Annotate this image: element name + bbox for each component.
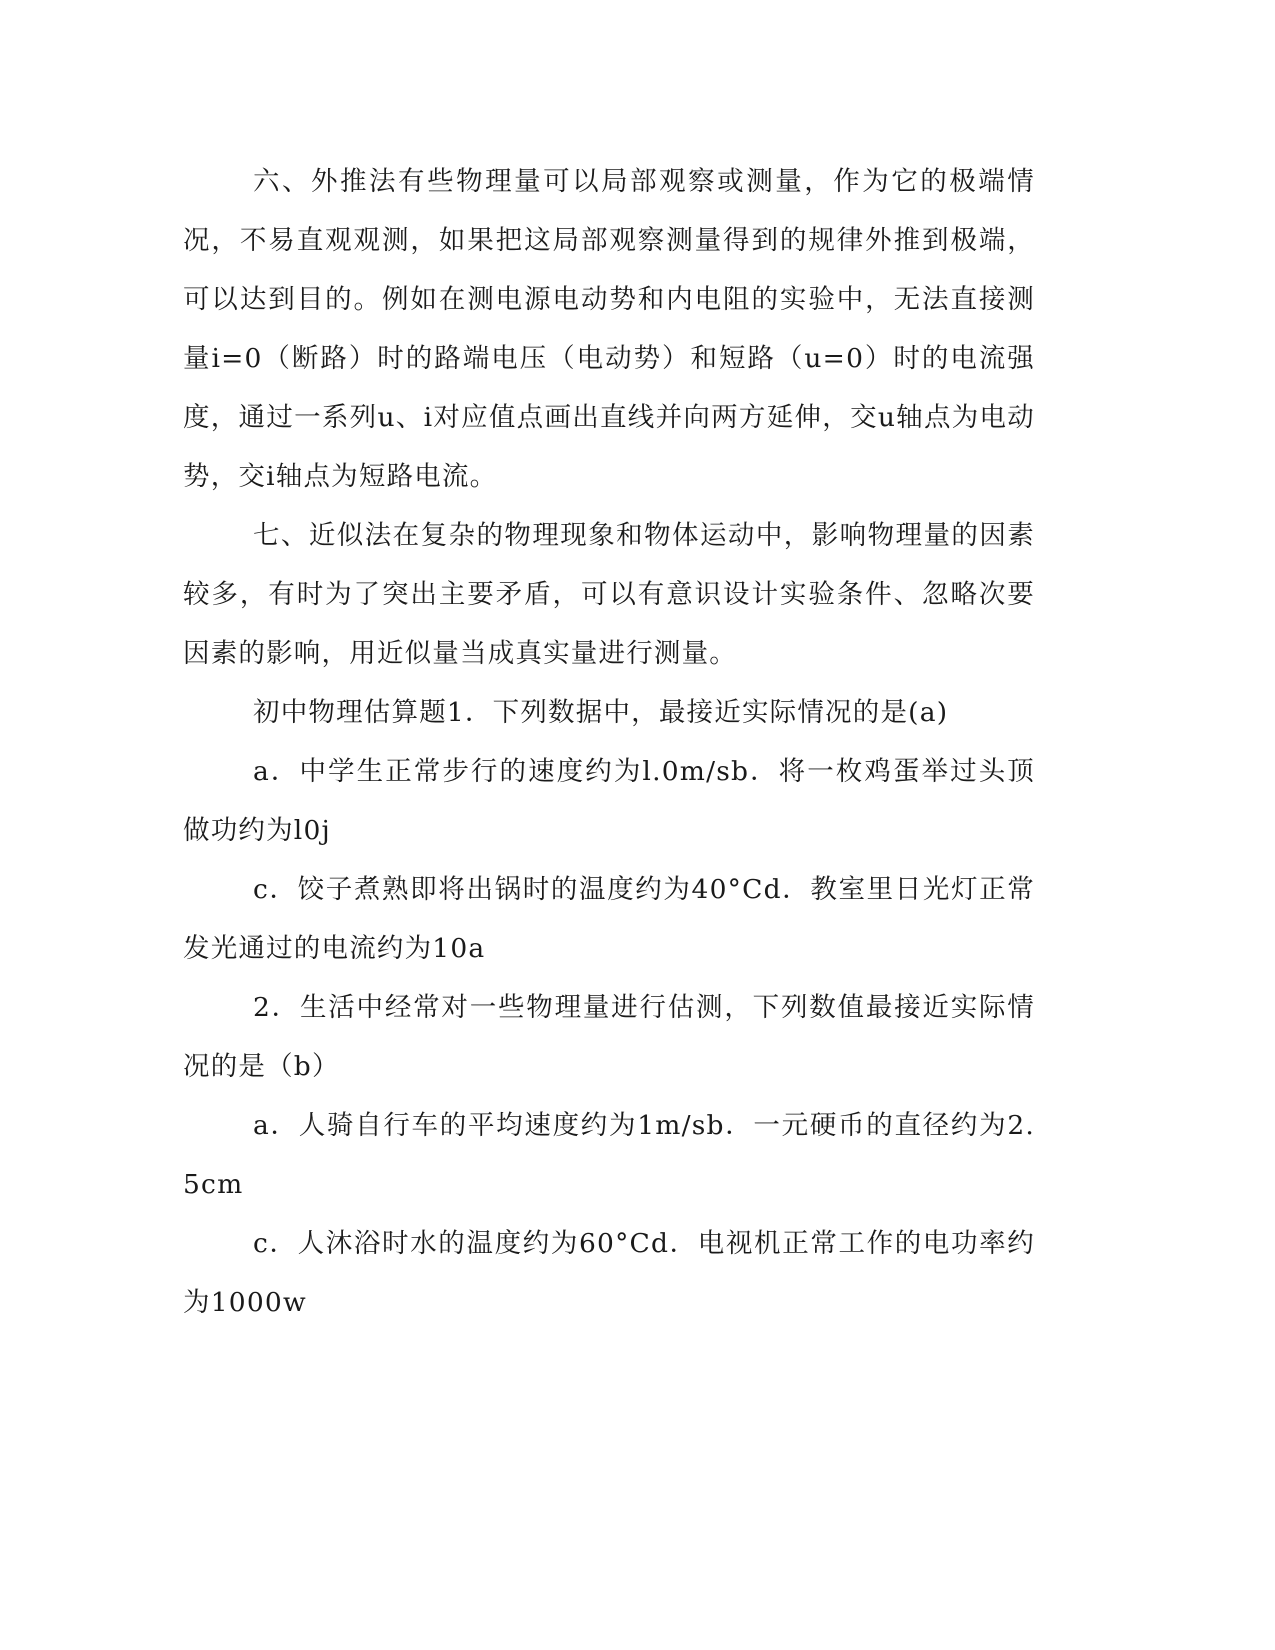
question-2-stem: 2．生活中经常对一些物理量进行估测，下列数值最接近实际情况的是（b）: [183, 992, 1035, 1082]
paragraph-approximation-method: 七、近似法在复杂的物理现象和物体运动中，影响物理量的因素较多，有时为了突出主要矛盾，可以有意识设计实验条件、忽略次要因素的影响，用近似量当成真实量进行测量。: [183, 520, 1035, 669]
question-1-stem: 初中物理估算题1．下列数据中，最接近实际情况的是(a): [253, 697, 949, 728]
question-1-options-cd: c．饺子煮熟即将出锅时的温度约为40°Cd．教室里日光灯正常发光通过的电流约为10a: [183, 874, 1035, 964]
question-2-options-ab: a．人骑自行车的平均速度约为1m/sb．一元硬币的直径约为2.5cm: [183, 1110, 1035, 1200]
paragraph-extrapolation-method: 六、外推法有些物理量可以局部观察或测量，作为它的极端情况，不易直观观测，如果把这局部观察测量得到的规律外推到极端，可以达到目的。例如在测电源电动势和内电阻的实验中，无法直接测量i=0（断路）时的路端电压（电动势）和短路（u=0）时的电流强度，通过一系列u、i对应值点画出直线并向两方延伸，交u轴点为电动势，交i轴点为短路电流。: [183, 166, 1035, 492]
document-page: [183, 152, 1035, 1332]
question-1-options-ab: a．中学生正常步行的速度约为l.0m/sb．将一枚鸡蛋举过头顶做功约为l0j: [183, 756, 1035, 846]
question-2-options-cd: c．人沐浴时水的温度约为60°Cd．电视机正常工作的电功率约为1000w: [183, 1228, 1035, 1318]
